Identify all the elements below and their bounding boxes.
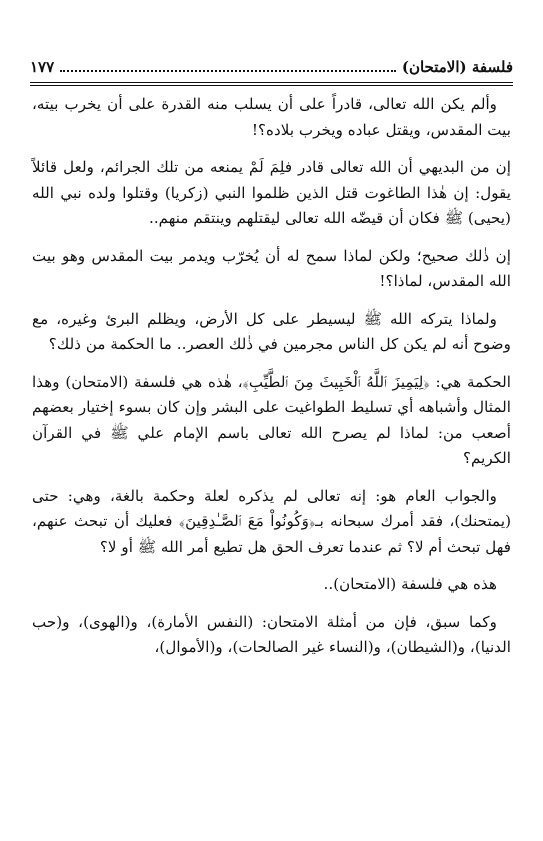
paragraph: والجواب العام هو: إنه تعالى لم يذكره لعلة وحكمة بالغة، وهي: حتى (يمتحنك)، فقد أمرك سبحانه بـ﴿وَكُونُواْ مَعَ ٱلصَّـٰدِقِينَ﴾ فعليك أن تبحث عنهم، فهل تبحث أم لا؟ ثم عندما تعرف الحق هل تطيع أمر الله ﷺ أو لا؟ xyxy=(32,486,511,556)
header-rule-thin xyxy=(30,85,513,86)
paragraph: وكما سبق، فإن من أمثلة الامتحان: (النفس الأمارة)، و(الهوى)، و(حب الدنيا)، و(الشيطان)، و(النساء غير الصالحات)، و(الأموال)، xyxy=(32,612,511,656)
paragraph: هذه هي فلسفة (الامتحان).. xyxy=(323,575,497,593)
body-text xyxy=(32,92,511,673)
paragraph: وألم يكن الله تعالى، قادراً على أن يسلب منه القدرة على أن يخرب بيته، بيت المقدس، ويقتل عباده ويخرب بلاده؟! xyxy=(32,95,511,139)
paragraph: إن من البديهي أن الله تعالى قادر فلِمَ لَمْ يمنعه من تلك الجرائم، ولعل قائلاً يقول: إن هٰذا الطاغوت قتل الذين ظلموا النبي (زكريا) وقتلوا ولده نبي الله (يحيى) ﷺ فكان أن قيضّه الله تعالى ليقتلهم وينتقم منهم.. xyxy=(32,158,511,227)
chapter-title: فلسفة (الامتحان) xyxy=(401,58,513,76)
header-rule xyxy=(30,82,513,83)
running-header xyxy=(30,56,513,78)
paragraph: ولماذا يتركه الله ﷺ ليسيطر على كل الأرض، ويظلم البرئ وغيره، مع وضوح أنه لم يكن كل الناس مجرمين في ذٰلك العصر.. ما الحكمة من ذلك؟ xyxy=(32,309,511,353)
leader-dots xyxy=(60,62,396,72)
paragraph: إن ذٰلك صحيح؛ ولكن لماذا سمح له أن يُخرّب ويدمر بيت المقدس وهو بيت الله المقدس، لماذا؟! xyxy=(32,246,511,290)
page-number: ١٧٧ xyxy=(30,58,55,76)
paragraph: الحكمة هي: ﴿لِيَمِيزَ ٱللَّهُ ٱلْخَبِيثَ مِنَ ٱلطَّيِّبِ﴾، هٰذه هي فلسفة (الامتحان) وهذا المثال وأشباهه أي تسليط الطواغيت على البشر وإن كان بسوء إختيار بعضهم أصعب من: لماذا لم يصرح الله تعالى باسم الإمام علي ﷺ في القرآن الكريم؟ xyxy=(32,372,511,467)
